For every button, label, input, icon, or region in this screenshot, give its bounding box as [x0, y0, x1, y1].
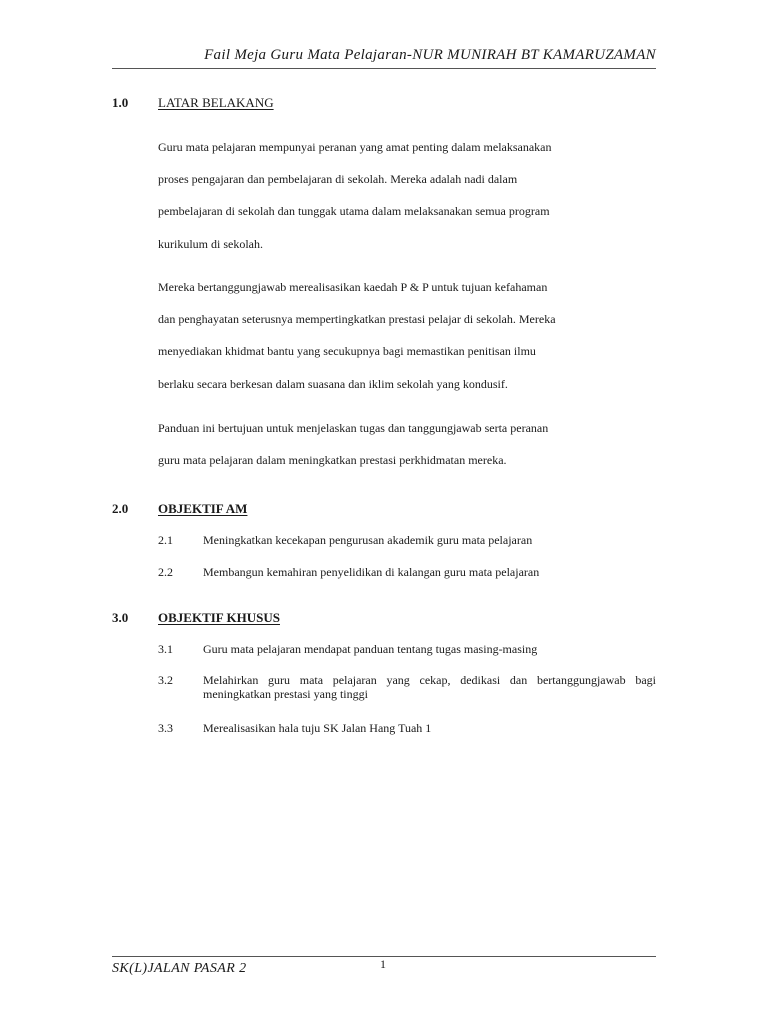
item-text: Melahirkan guru mata pelajaran yang cekap, dedikasi dan bertanggungjawab bagi meningkatkan prestasi yang tinggi	[203, 673, 656, 701]
page-number: 1	[380, 957, 386, 971]
item-text: Meningkatkan kecekapan pengurusan akademik guru mata pelajaran	[203, 533, 533, 547]
section-number: 1.0	[112, 95, 129, 110]
paragraph-line: kurikulum di sekolah.	[158, 236, 263, 251]
section-number: 2.0	[112, 501, 129, 516]
paragraph-line: proses pengajaran dan pembelajaran di sekolah. Mereka adalah nadi dalam	[158, 172, 518, 187]
page-header: Fail Meja Guru Mata Pelajaran-NUR MUNIRAH BT KAMARUZAMAN	[204, 47, 656, 63]
item-number: 3.2	[158, 673, 173, 687]
section-title: OBJEKTIF KHUSUS	[158, 610, 280, 625]
item-number: 2.1	[158, 533, 173, 547]
item-text: Guru mata pelajaran mendapat panduan tentang tugas masing-masing	[203, 642, 538, 656]
section-title: LATAR BELAKANG	[158, 95, 274, 110]
header-rule	[112, 68, 656, 69]
paragraph-1	[158, 131, 618, 260]
section-number: 3.0	[112, 610, 129, 625]
paragraph-line: pembelajaran di sekolah dan tunggak utama dalam melaksanakan semua program	[158, 204, 550, 219]
footer-school-name: SK(L)JALAN PASAR 2	[112, 961, 247, 976]
paragraph-3	[158, 412, 618, 476]
item-text: Membangun kemahiran penyelidikan di kalangan guru mata pelajaran	[203, 565, 540, 579]
paragraph-line: Mereka bertanggungjawab merealisasikan kaedah P & P untuk tujuan kefahaman	[158, 280, 548, 294]
paragraph-2	[158, 271, 618, 400]
item-number: 2.2	[158, 565, 173, 579]
item-number: 3.3	[158, 721, 173, 735]
item-text: Merealisasikan hala tuju SK Jalan Hang Tuah 1	[203, 721, 432, 735]
paragraph-line: Guru mata pelajaran mempunyai peranan yang amat penting dalam melaksanakan	[158, 140, 552, 154]
section-title: OBJEKTIF AM	[158, 501, 248, 516]
item-number: 3.1	[158, 642, 173, 656]
paragraph-line: Panduan ini bertujuan untuk menjelaskan tugas dan tanggungjawab serta peranan	[158, 421, 549, 435]
paragraph-line: menyediakan khidmat bantu yang secukupnya bagi memastikan penitisan ilmu	[158, 344, 536, 359]
paragraph-line: guru mata pelajaran dalam meningkatkan prestasi perkhidmatan mereka.	[158, 453, 507, 468]
paragraph-line: berlaku secara berkesan dalam suasana dan iklim sekolah yang kondusif.	[158, 376, 508, 391]
paragraph-line: dan penghayatan seterusnya mempertingkatkan prestasi pelajar di sekolah. Mereka	[158, 312, 556, 327]
